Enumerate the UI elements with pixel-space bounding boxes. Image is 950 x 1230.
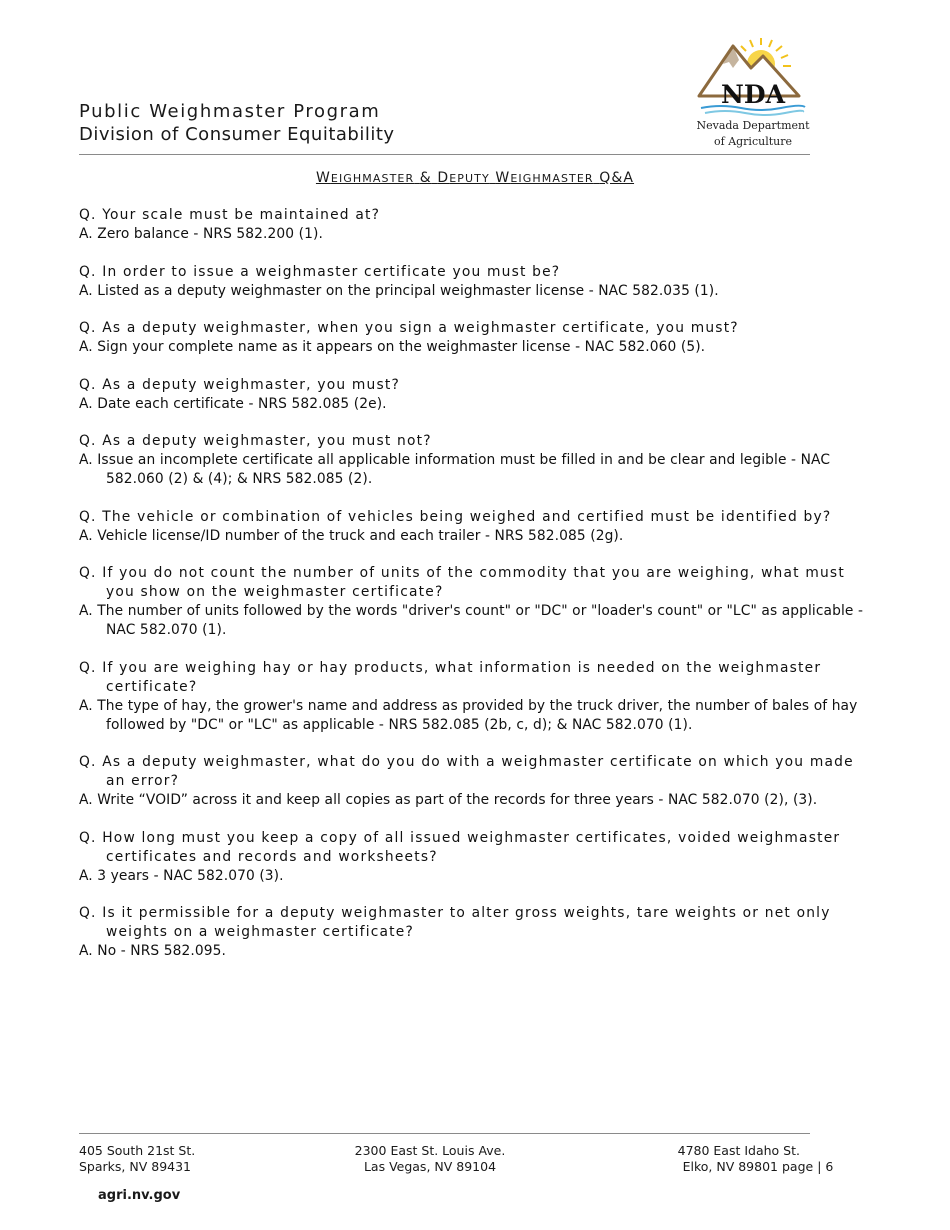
qa-item xyxy=(79,263,869,301)
qa-item xyxy=(79,564,869,640)
question: Q. How long must you keep a copy of all issued weighmaster certificates, voided weighmaster certificates and records and worksheets? xyxy=(79,829,841,865)
qa-item xyxy=(79,753,869,810)
nda-logo xyxy=(693,38,813,152)
answer: A. Sign your complete name as it appears on the weighmaster license - NAC 582.060 (5). xyxy=(79,339,706,355)
office-city: Sparks, NV 89431 xyxy=(79,1159,192,1174)
title-cap: W xyxy=(495,170,511,186)
title-cap: D xyxy=(437,170,450,186)
qa-item xyxy=(79,319,869,357)
header-divider xyxy=(79,154,810,155)
title-smallcaps: EIGHMASTER xyxy=(510,172,594,185)
logo-line-1: Nevada Department xyxy=(696,119,810,132)
office-street: 4780 East Idaho St. xyxy=(677,1143,800,1158)
question: Q. Your scale must be maintained at? xyxy=(79,207,381,223)
office-sparks xyxy=(79,1143,195,1175)
office-city: Las Vegas, NV 89104 xyxy=(363,1159,497,1174)
answer: A. Date each certificate - NRS 582.085 (2e). xyxy=(79,395,387,412)
page-number: page | 6 xyxy=(782,1159,834,1174)
document-title xyxy=(0,170,950,186)
office-las-vegas xyxy=(330,1143,530,1175)
question: Q. As a deputy weighmaster, what do you do with a weighmaster certificate on which you made an error? xyxy=(79,754,854,789)
qa-item xyxy=(79,659,869,735)
answer: A. Vehicle license/ID number of the truck and each trailer - NRS 582.085 (2g). xyxy=(79,527,624,544)
nda-logo-graphic xyxy=(693,38,813,120)
title-amp: & xyxy=(419,170,432,186)
program-title: Public Weighmaster Program xyxy=(79,101,381,122)
answer: A. Zero balance - NRS 582.200 (1). xyxy=(79,226,323,242)
logo-line-2: of Agriculture xyxy=(714,135,792,148)
answer: A. 3 years - NAC 582.070 (3). xyxy=(79,867,284,884)
answer: A. No - NRS 582.095. xyxy=(79,943,226,959)
qa-item xyxy=(79,376,869,414)
office-elko xyxy=(620,1143,800,1175)
question: Q. As a deputy weighmaster, you must? xyxy=(79,376,400,393)
question: Q. If you do not count the number of units of the commodity that you are weighing, what must you show on the weighmaster certificate? xyxy=(79,565,845,600)
title-smallcaps: EPUTY xyxy=(449,172,490,185)
title-cap: W xyxy=(315,170,331,186)
division-title: Division of Consumer Equitability xyxy=(79,124,395,145)
answer: A. Issue an incomplete certificate all applicable information must be filled in and be clear and legible - NAC 582.060 (2) & (4); & NRS 582.085 (2). xyxy=(79,452,831,487)
question: Q. As a deputy weighmaster, you must not? xyxy=(79,433,432,449)
office-street: 405 South 21st St. xyxy=(79,1143,196,1158)
office-city: Elko, NV 89801 xyxy=(682,1159,778,1174)
qa-item xyxy=(79,508,869,546)
qa-item xyxy=(79,206,869,244)
question: Q. Is it permissible for a deputy weighmaster to alter gross weights, tare weights or net only weights on a weighmaster certificate? xyxy=(79,905,831,940)
title-qa: Q&A xyxy=(599,170,635,186)
qa-list xyxy=(79,206,869,980)
qa-item xyxy=(79,829,869,886)
question: Q. As a deputy weighmaster, when you sign a weighmaster certificate, you must? xyxy=(79,320,739,336)
qa-item xyxy=(79,904,869,961)
footer-divider xyxy=(79,1133,810,1134)
answer: A. The number of units followed by the words "driver's count" or "DC" or "loader's count" or "LC" as applicable - NAC 582.070 (1). xyxy=(79,603,864,638)
qa-item xyxy=(79,432,869,489)
nda-abbrev: NDA xyxy=(721,80,785,109)
answer: A. The type of hay, the grower's name and address as provided by the truck driver, the number of bales of hay followed by "DC" or "LC" as applicable - NRS 582.085 (2b, c, d); & NAC 582.070 (1). xyxy=(79,697,858,733)
question: Q. The vehicle or combination of vehicles being weighed and certified must be identified by? xyxy=(79,508,832,525)
question: Q. If you are weighing hay or hay products, what information is needed on the weighmaster certificate? xyxy=(79,659,822,695)
title-smallcaps: EIGHMASTER xyxy=(330,172,415,185)
question: Q. In order to issue a weighmaster certificate you must be? xyxy=(79,263,561,280)
answer: A. Listed as a deputy weighmaster on the principal weighmaster license - NAC 582.035 (1). xyxy=(79,282,719,299)
answer: A. Write “VOID” across it and keep all copies as part of the records for three years - NAC 582.070 (2), (3). xyxy=(79,792,818,808)
header-titles xyxy=(79,100,395,146)
office-street: 2300 East St. Louis Ave. xyxy=(354,1143,506,1158)
website-url: agri.nv.gov xyxy=(98,1188,181,1203)
